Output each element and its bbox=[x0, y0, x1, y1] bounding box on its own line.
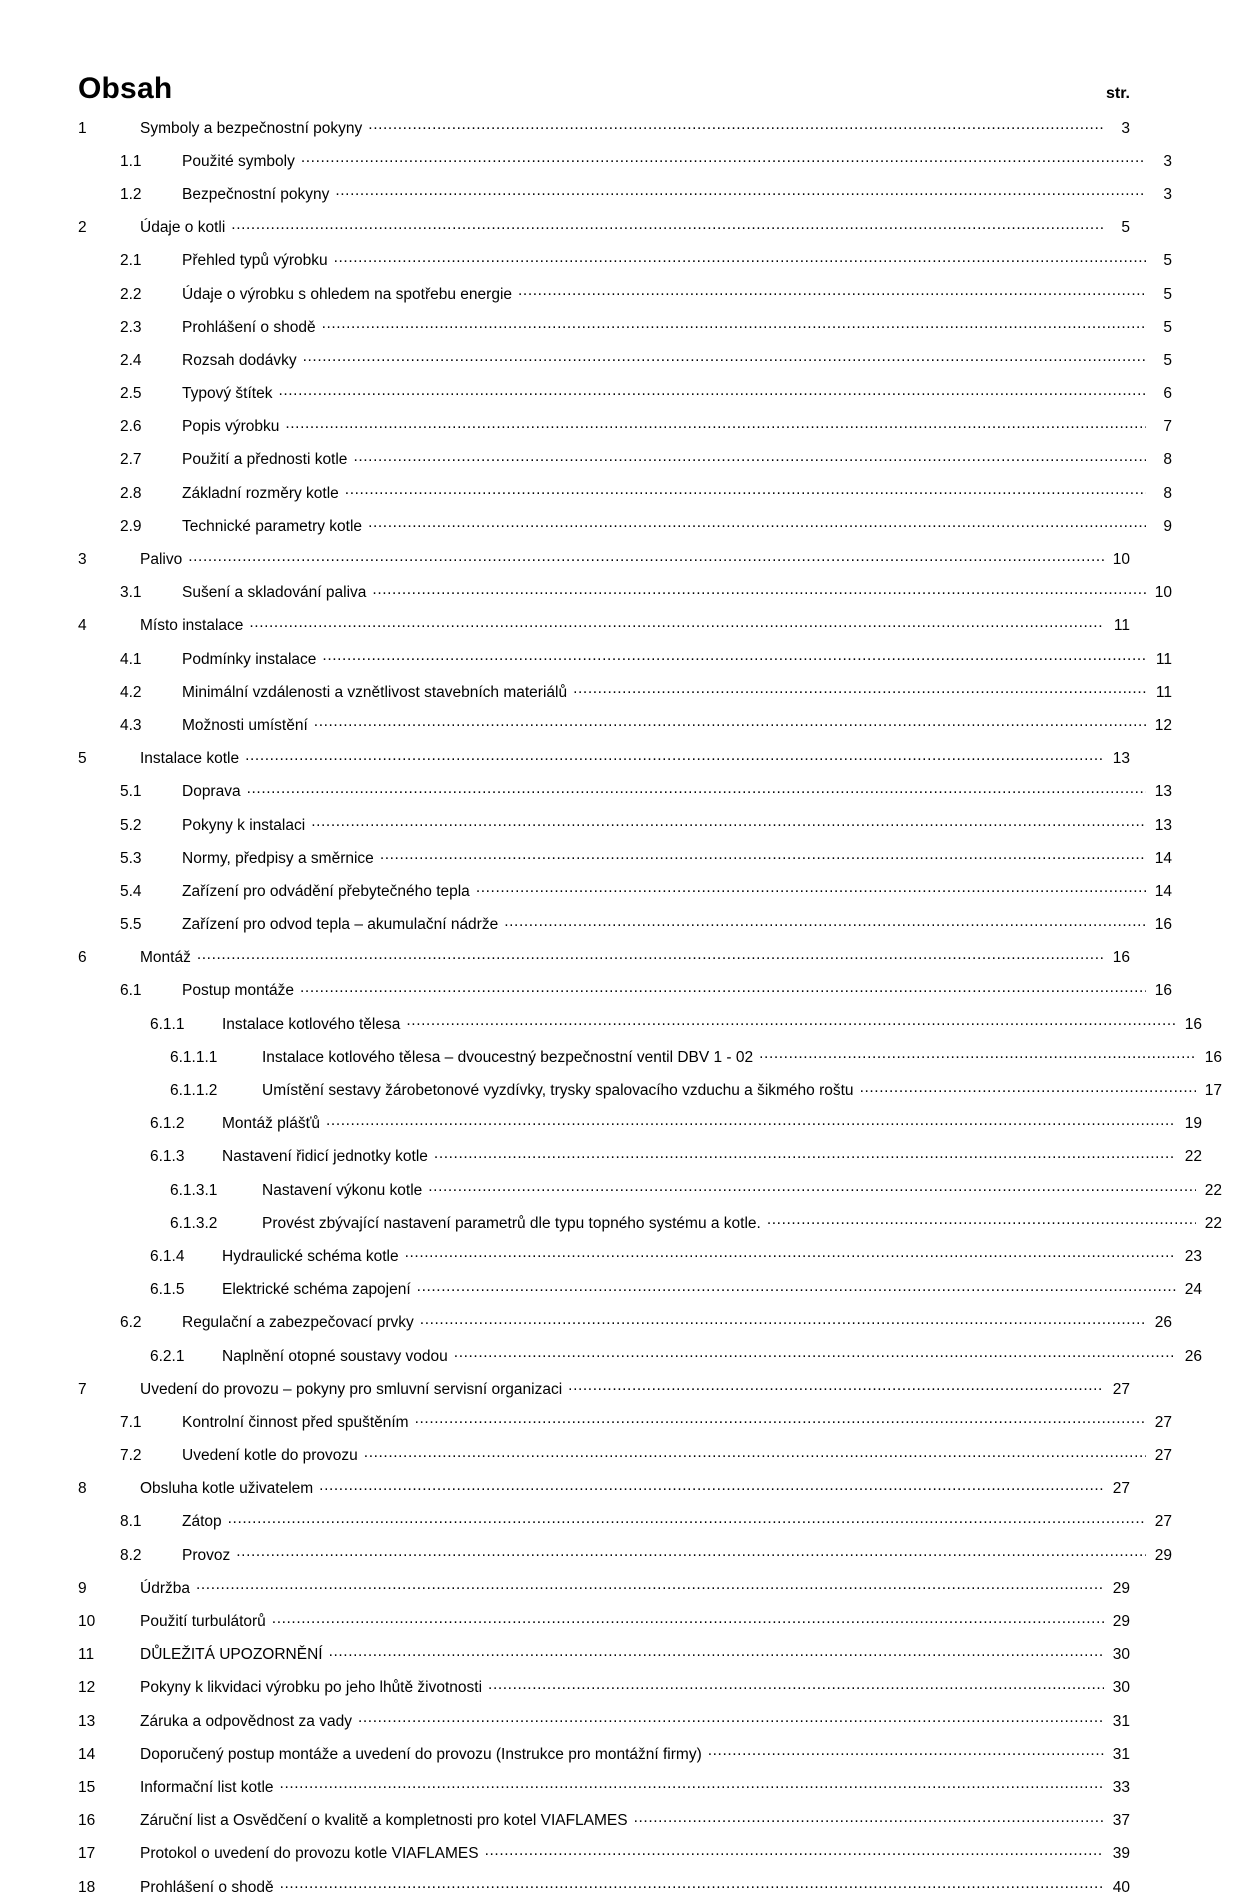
toc-entry-number: 6.1.4 bbox=[150, 1247, 185, 1265]
toc-leader-dots bbox=[197, 947, 1104, 963]
toc-entry-label: Doprava bbox=[182, 783, 241, 801]
toc-entry[interactable] bbox=[78, 1404, 1172, 1437]
toc-entry-page: 26 bbox=[1184, 1347, 1202, 1365]
toc-entry-number: 2 bbox=[78, 219, 87, 237]
toc-entry-label: Provést zbývající nastavení parametrů dle typu topného systému a kotle. bbox=[262, 1214, 761, 1232]
toc-entry-label: Kontrolní činnost před spuštěním bbox=[182, 1413, 409, 1431]
toc-entry-label: Uvedení do provozu – pokyny pro smluvní servisní organizaci bbox=[140, 1380, 563, 1398]
toc-entry-page: 10 bbox=[1112, 551, 1130, 569]
toc-entry[interactable] bbox=[78, 1139, 1202, 1172]
toc-entry-number: 15 bbox=[78, 1778, 96, 1796]
toc-entry[interactable] bbox=[78, 276, 1172, 309]
toc-entry-number: 3.1 bbox=[120, 584, 142, 602]
toc-entry-number: 2.8 bbox=[120, 484, 142, 502]
toc-leader-dots bbox=[319, 1478, 1104, 1494]
toc-entry[interactable] bbox=[78, 1736, 1130, 1769]
toc-entry[interactable] bbox=[78, 243, 1172, 276]
toc-entry-page: 6 bbox=[1163, 385, 1172, 403]
toc-entry[interactable] bbox=[78, 376, 1172, 409]
toc-entry-number: 1.2 bbox=[120, 185, 142, 203]
table-of-contents bbox=[78, 110, 1222, 1902]
toc-entry-label: Instalace kotle bbox=[140, 750, 240, 768]
toc-leader-dots bbox=[280, 1776, 1104, 1792]
toc-entry[interactable] bbox=[78, 1072, 1222, 1105]
toc-entry[interactable] bbox=[78, 1006, 1202, 1039]
toc-entry-label: Protokol o uvedení do provozu kotle VIAFLAMES bbox=[140, 1845, 479, 1863]
toc-leader-dots bbox=[573, 681, 1146, 697]
toc-entry[interactable] bbox=[78, 608, 1130, 641]
toc-entry-label: Technické parametry kotle bbox=[182, 517, 363, 535]
toc-entry-page: 7 bbox=[1163, 418, 1172, 436]
toc-entry-label: Popis výrobku bbox=[182, 418, 280, 436]
toc-entry-page: 22 bbox=[1184, 1148, 1202, 1166]
toc-entry-page: 14 bbox=[1154, 849, 1172, 867]
toc-entry[interactable] bbox=[78, 1670, 1130, 1703]
toc-entry-label: Montáž bbox=[140, 949, 191, 967]
toc-entry-label: Použité symboly bbox=[182, 152, 295, 170]
toc-entry-number: 10 bbox=[78, 1613, 96, 1631]
toc-entry-page: 26 bbox=[1154, 1314, 1172, 1332]
toc-leader-dots bbox=[329, 1644, 1104, 1660]
toc-entry-label: Provoz bbox=[182, 1546, 231, 1564]
toc-leader-dots bbox=[405, 1245, 1176, 1261]
toc-leader-dots bbox=[353, 449, 1146, 465]
toc-leader-dots bbox=[278, 383, 1146, 399]
toc-entry-label: Rozsah dodávky bbox=[182, 351, 297, 369]
toc-leader-dots bbox=[301, 150, 1146, 166]
toc-entry-page: 5 bbox=[1121, 219, 1130, 237]
toc-entry-number: 6 bbox=[78, 949, 87, 967]
toc-entry-page: 16 bbox=[1184, 1015, 1202, 1033]
toc-entry-number: 14 bbox=[78, 1745, 96, 1763]
toc-entry-label: Zátop bbox=[182, 1513, 222, 1531]
toc-entry-label: Záruční list a Osvědčení o kvalitě a kompletnosti pro kotel VIAFLAMES bbox=[140, 1812, 628, 1830]
toc-entry-number: 6.1.3.1 bbox=[170, 1181, 218, 1199]
toc-entry-page: 22 bbox=[1204, 1214, 1222, 1232]
toc-entry-number: 5.3 bbox=[120, 849, 142, 867]
toc-leader-dots bbox=[759, 1046, 1196, 1062]
toc-entry-page: 29 bbox=[1154, 1546, 1172, 1564]
toc-leader-dots bbox=[485, 1843, 1104, 1859]
toc-entry-page: 13 bbox=[1154, 816, 1172, 834]
toc-entry-page: 11 bbox=[1155, 650, 1172, 668]
toc-entry-label: Prohlášení o shodě bbox=[140, 1878, 274, 1896]
toc-entry-page: 33 bbox=[1112, 1778, 1130, 1796]
toc-entry[interactable] bbox=[78, 575, 1172, 608]
toc-entry-page: 16 bbox=[1154, 982, 1172, 1000]
toc-entry-number: 2.2 bbox=[120, 285, 142, 303]
toc-entry-label: Minimální vzdálenosti a vznětlivost stavebních materiálů bbox=[182, 683, 568, 701]
toc-entry[interactable] bbox=[78, 1039, 1222, 1072]
toc-entry-page: 5 bbox=[1163, 351, 1172, 369]
toc-entry-number: 11 bbox=[78, 1646, 95, 1664]
toc-entry[interactable] bbox=[78, 940, 1130, 973]
toc-entry-page: 5 bbox=[1163, 285, 1172, 303]
toc-leader-dots bbox=[454, 1345, 1176, 1361]
toc-leader-dots bbox=[634, 1810, 1104, 1826]
toc-entry-label: Záruka a odpovědnost za vady bbox=[140, 1712, 352, 1730]
toc-entry-number: 6.1.1 bbox=[150, 1015, 185, 1033]
toc-leader-dots bbox=[406, 1013, 1176, 1029]
toc-entry-label: Zařízení pro odvádění přebytečného tepla bbox=[182, 882, 470, 900]
toc-entry-page: 12 bbox=[1154, 716, 1172, 734]
toc-entry-page: 3 bbox=[1121, 119, 1130, 137]
toc-entry[interactable] bbox=[78, 143, 1172, 176]
toc-entry-label: Elektrické schéma zapojení bbox=[222, 1281, 411, 1299]
toc-entry-page: 27 bbox=[1112, 1380, 1130, 1398]
toc-entry[interactable] bbox=[78, 1869, 1130, 1902]
toc-entry[interactable] bbox=[78, 774, 1172, 807]
toc-entry-label: Palivo bbox=[140, 551, 183, 569]
toc-entry-page: 16 bbox=[1154, 916, 1172, 934]
toc-entry-page: 8 bbox=[1163, 451, 1172, 469]
toc-leader-dots bbox=[236, 1544, 1146, 1560]
toc-entry-page: 37 bbox=[1112, 1812, 1130, 1830]
toc-entry-page: 5 bbox=[1163, 318, 1172, 336]
toc-entry-page: 3 bbox=[1163, 185, 1172, 203]
toc-entry-page: 22 bbox=[1204, 1181, 1222, 1199]
toc-entry-label: Instalace kotlového tělesa – dvoucestný bezpečnostní ventil DBV 1 - 02 bbox=[262, 1048, 754, 1066]
toc-entry-number: 6.1.2 bbox=[150, 1115, 185, 1133]
toc-entry-label: Údaje o kotli bbox=[140, 219, 226, 237]
toc-entry-page: 13 bbox=[1112, 750, 1130, 768]
toc-leader-dots bbox=[488, 1677, 1104, 1693]
toc-leader-dots bbox=[345, 482, 1146, 498]
toc-entry[interactable] bbox=[78, 442, 1172, 475]
toc-entry-label: Použití a přednosti kotle bbox=[182, 451, 348, 469]
toc-entry[interactable] bbox=[78, 641, 1172, 674]
toc-entry-number: 6.1.5 bbox=[150, 1281, 185, 1299]
toc-leader-dots bbox=[415, 1411, 1146, 1427]
toc-entry-page: 27 bbox=[1112, 1480, 1130, 1498]
toc-entry[interactable] bbox=[78, 1803, 1130, 1836]
toc-entry-page: 30 bbox=[1112, 1646, 1130, 1664]
toc-entry-page: 14 bbox=[1154, 882, 1172, 900]
toc-entry-page: 27 bbox=[1154, 1447, 1172, 1465]
toc-entry-number: 3 bbox=[78, 551, 87, 569]
toc-leader-dots bbox=[311, 814, 1146, 830]
toc-entry-page: 31 bbox=[1112, 1745, 1130, 1763]
toc-entry-number: 4 bbox=[78, 617, 87, 635]
toc-leader-dots bbox=[420, 1312, 1146, 1328]
toc-entry-label: Symboly a bezpečnostní pokyny bbox=[140, 119, 363, 137]
toc-entry-page: 9 bbox=[1163, 517, 1172, 535]
toc-entry-number: 6.1.1.1 bbox=[170, 1048, 218, 1066]
toc-entry-number: 5.4 bbox=[120, 882, 142, 900]
toc-entry[interactable] bbox=[78, 741, 1130, 774]
toc-entry-number: 8.2 bbox=[120, 1546, 142, 1564]
toc-entry-page: 11 bbox=[1155, 683, 1172, 701]
toc-entry-label: Prohlášení o shodě bbox=[182, 318, 316, 336]
toc-entry[interactable] bbox=[78, 1471, 1130, 1504]
toc-leader-dots bbox=[476, 880, 1146, 896]
toc-leader-dots bbox=[285, 416, 1146, 432]
toc-entry-page: 5 bbox=[1163, 252, 1172, 270]
toc-entry-label: Sušení a skladování paliva bbox=[182, 584, 367, 602]
toc-entry-page: 10 bbox=[1154, 584, 1172, 602]
toc-entry[interactable] bbox=[78, 176, 1172, 209]
toc-entry[interactable] bbox=[78, 1570, 1130, 1603]
toc-entry[interactable] bbox=[78, 1769, 1130, 1802]
toc-entry-label: Nastavení řidicí jednotky kotle bbox=[222, 1148, 428, 1166]
toc-entry-page: 39 bbox=[1112, 1845, 1130, 1863]
toc-entry-page: 27 bbox=[1154, 1513, 1172, 1531]
toc-leader-dots bbox=[504, 914, 1146, 930]
toc-entry-number: 1 bbox=[78, 119, 87, 137]
toc-entry-label: Normy, předpisy a směrnice bbox=[182, 849, 374, 867]
toc-entry-page: 29 bbox=[1112, 1579, 1130, 1597]
toc-entry-page: 31 bbox=[1112, 1712, 1130, 1730]
toc-leader-dots bbox=[518, 283, 1146, 299]
toc-entry-label: Základní rozměry kotle bbox=[182, 484, 339, 502]
toc-leader-dots bbox=[326, 1113, 1176, 1129]
toc-entry[interactable] bbox=[78, 210, 1130, 243]
toc-entry-number: 6.1 bbox=[120, 982, 142, 1000]
toc-entry-number: 5 bbox=[78, 750, 87, 768]
toc-entry[interactable] bbox=[78, 840, 1172, 873]
toc-entry-label: Hydraulické schéma kotle bbox=[222, 1247, 399, 1265]
toc-entry-number: 8.1 bbox=[120, 1513, 142, 1531]
toc-entry[interactable] bbox=[78, 674, 1172, 707]
toc-leader-dots bbox=[364, 1445, 1146, 1461]
toc-entry[interactable] bbox=[78, 342, 1172, 375]
toc-leader-dots bbox=[368, 515, 1146, 531]
toc-entry-number: 6.2.1 bbox=[150, 1347, 185, 1365]
toc-entry-number: 17 bbox=[78, 1845, 96, 1863]
toc-leader-dots bbox=[767, 1212, 1196, 1228]
toc-entry[interactable] bbox=[78, 1637, 1130, 1670]
toc-entry-number: 6.1.3.2 bbox=[170, 1214, 218, 1232]
toc-entry-number: 13 bbox=[78, 1712, 96, 1730]
toc-entry[interactable] bbox=[78, 409, 1172, 442]
toc-entry-number: 5.1 bbox=[120, 783, 142, 801]
toc-entry-page: 30 bbox=[1112, 1679, 1130, 1697]
toc-entry[interactable] bbox=[78, 1703, 1130, 1736]
toc-entry-page: 23 bbox=[1184, 1247, 1202, 1265]
toc-entry-label: Postup montáže bbox=[182, 982, 295, 1000]
toc-entry[interactable] bbox=[78, 1205, 1222, 1238]
toc-entry-page: 17 bbox=[1204, 1082, 1222, 1100]
toc-leader-dots bbox=[231, 217, 1104, 233]
toc-entry[interactable] bbox=[78, 1371, 1130, 1404]
toc-entry-page: 16 bbox=[1112, 949, 1130, 967]
toc-entry-number: 2.9 bbox=[120, 517, 142, 535]
toc-entry[interactable] bbox=[78, 973, 1172, 1006]
toc-entry-page: 13 bbox=[1154, 783, 1172, 801]
toc-entry-page: 29 bbox=[1112, 1613, 1130, 1631]
toc-entry-label: Údržba bbox=[140, 1579, 190, 1597]
toc-entry[interactable] bbox=[78, 1238, 1202, 1271]
toc-entry[interactable] bbox=[78, 1338, 1202, 1371]
toc-leader-dots bbox=[417, 1279, 1176, 1295]
toc-entry-label: Montáž plášťů bbox=[222, 1115, 321, 1133]
toc-entry-label: Údaje o výrobku s ohledem na spotřebu energie bbox=[182, 285, 513, 303]
toc-leader-dots bbox=[249, 615, 1104, 631]
toc-entry-label: Obsluha kotle uživatelem bbox=[140, 1480, 314, 1498]
toc-entry-number: 4.1 bbox=[120, 650, 142, 668]
toc-entry-label: Instalace kotlového tělesa bbox=[222, 1015, 401, 1033]
toc-entry-number: 1.1 bbox=[120, 152, 142, 170]
toc-leader-dots bbox=[228, 1511, 1146, 1527]
toc-entry-label: Pokyny k likvidaci výrobku po jeho lhůtě životnosti bbox=[140, 1679, 483, 1697]
toc-entry-label: Umístění sestavy žárobetonové vyzdívky, trysky spalovacího vzduchu a šikmého roštu bbox=[262, 1082, 854, 1100]
toc-entry-label: Nastavení výkonu kotle bbox=[262, 1181, 423, 1199]
toc-leader-dots bbox=[368, 117, 1104, 133]
toc-entry-page: 27 bbox=[1154, 1413, 1172, 1431]
toc-entry-number: 8 bbox=[78, 1480, 87, 1498]
toc-entry-label: Uvedení kotle do provozu bbox=[182, 1447, 358, 1465]
toc-entry-number: 2.4 bbox=[120, 351, 142, 369]
toc-entry[interactable] bbox=[78, 1438, 1172, 1471]
toc-leader-dots bbox=[314, 714, 1146, 730]
toc-entry-label: Doporučený postup montáže a uvedení do provozu (Instrukce pro montážní firmy) bbox=[140, 1745, 702, 1763]
toc-entry-label: Pokyny k instalaci bbox=[182, 816, 306, 834]
toc-entry-label: Bezpečnostní pokyny bbox=[182, 185, 330, 203]
toc-entry[interactable] bbox=[78, 1106, 1202, 1139]
toc-entry-number: 5.2 bbox=[120, 816, 142, 834]
toc-leader-dots bbox=[322, 316, 1146, 332]
toc-leader-dots bbox=[280, 1876, 1104, 1892]
toc-entry-label: Použití turbulátorů bbox=[140, 1613, 266, 1631]
toc-entry-label: Informační list kotle bbox=[140, 1778, 274, 1796]
toc-entry[interactable] bbox=[78, 508, 1172, 541]
toc-entry-page: 24 bbox=[1184, 1281, 1202, 1299]
toc-entry-page: 3 bbox=[1163, 152, 1172, 170]
page-column-label: str. bbox=[1105, 85, 1130, 102]
toc-leader-dots bbox=[272, 1611, 1104, 1627]
toc-leader-dots bbox=[245, 748, 1104, 764]
toc-leader-dots bbox=[335, 183, 1146, 199]
toc-leader-dots bbox=[322, 648, 1146, 664]
toc-leader-dots bbox=[372, 582, 1146, 598]
toc-entry-number: 5.5 bbox=[120, 916, 142, 934]
toc-entry[interactable] bbox=[78, 873, 1172, 906]
toc-header bbox=[78, 72, 1130, 106]
toc-entry[interactable] bbox=[78, 1305, 1172, 1338]
toc-entry-number: 2.6 bbox=[120, 418, 142, 436]
toc-entry-number: 6.1.3 bbox=[150, 1148, 185, 1166]
toc-entry-label: DŮLEŽITÁ UPOZORNĚNÍ bbox=[140, 1646, 323, 1664]
toc-entry[interactable] bbox=[78, 309, 1172, 342]
toc-entry-page: 8 bbox=[1163, 484, 1172, 502]
toc-leader-dots bbox=[247, 781, 1146, 797]
toc-leader-dots bbox=[334, 250, 1146, 266]
toc-entry[interactable] bbox=[78, 807, 1172, 840]
toc-leader-dots bbox=[300, 980, 1146, 996]
toc-entry-number: 2.3 bbox=[120, 318, 142, 336]
toc-entry-number: 2.1 bbox=[120, 252, 142, 270]
toc-leader-dots bbox=[188, 549, 1104, 565]
toc-entry[interactable] bbox=[78, 110, 1130, 143]
page-title: Obsah bbox=[78, 72, 173, 105]
toc-leader-dots bbox=[303, 349, 1146, 365]
toc-leader-dots bbox=[380, 847, 1146, 863]
toc-entry-label: Místo instalace bbox=[140, 617, 244, 635]
toc-entry[interactable] bbox=[78, 1603, 1130, 1636]
toc-entry[interactable] bbox=[78, 1272, 1202, 1305]
toc-entry-number: 4.3 bbox=[120, 716, 142, 734]
toc-entry-page: 16 bbox=[1204, 1048, 1222, 1066]
toc-entry[interactable] bbox=[78, 541, 1130, 574]
toc-leader-dots bbox=[860, 1080, 1196, 1096]
toc-entry[interactable] bbox=[78, 475, 1172, 508]
toc-entry-number: 7 bbox=[78, 1380, 87, 1398]
toc-entry-number: 6.2 bbox=[120, 1314, 142, 1332]
toc-entry-label: Regulační a zabezpečovací prvky bbox=[182, 1314, 414, 1332]
toc-entry-number: 2.5 bbox=[120, 385, 142, 403]
toc-leader-dots bbox=[358, 1710, 1104, 1726]
toc-entry-label: Naplnění otopné soustavy vodou bbox=[222, 1347, 448, 1365]
toc-entry[interactable] bbox=[78, 907, 1172, 940]
toc-entry[interactable] bbox=[78, 1172, 1222, 1205]
toc-entry-label: Možnosti umístění bbox=[182, 716, 308, 734]
toc-entry-label: Zařízení pro odvod tepla – akumulační nádrže bbox=[182, 916, 499, 934]
toc-entry[interactable] bbox=[78, 707, 1172, 740]
toc-entry-page: 11 bbox=[1113, 617, 1130, 635]
toc-leader-dots bbox=[708, 1743, 1104, 1759]
toc-entry-number: 2.7 bbox=[120, 451, 142, 469]
toc-entry-number: 7.1 bbox=[120, 1413, 142, 1431]
toc-entry-number: 9 bbox=[78, 1579, 87, 1597]
toc-entry-label: Přehled typů výrobku bbox=[182, 252, 328, 270]
toc-entry-page: 40 bbox=[1112, 1878, 1130, 1896]
toc-entry[interactable] bbox=[78, 1836, 1130, 1869]
toc-entry-page: 19 bbox=[1184, 1115, 1202, 1133]
toc-leader-dots bbox=[428, 1179, 1196, 1195]
toc-entry-label: Podmínky instalace bbox=[182, 650, 317, 668]
toc-leader-dots bbox=[196, 1577, 1104, 1593]
toc-entry-number: 7.2 bbox=[120, 1447, 142, 1465]
toc-entry-number: 4.2 bbox=[120, 683, 142, 701]
toc-entry[interactable] bbox=[78, 1504, 1172, 1537]
toc-leader-dots bbox=[568, 1378, 1104, 1394]
toc-entry-number: 12 bbox=[78, 1679, 96, 1697]
toc-entry-number: 18 bbox=[78, 1878, 96, 1896]
toc-entry-number: 6.1.1.2 bbox=[170, 1082, 218, 1100]
toc-leader-dots bbox=[434, 1146, 1176, 1162]
toc-entry[interactable] bbox=[78, 1537, 1172, 1570]
toc-entry-number: 16 bbox=[78, 1812, 96, 1830]
toc-entry-label: Typový štítek bbox=[182, 385, 273, 403]
